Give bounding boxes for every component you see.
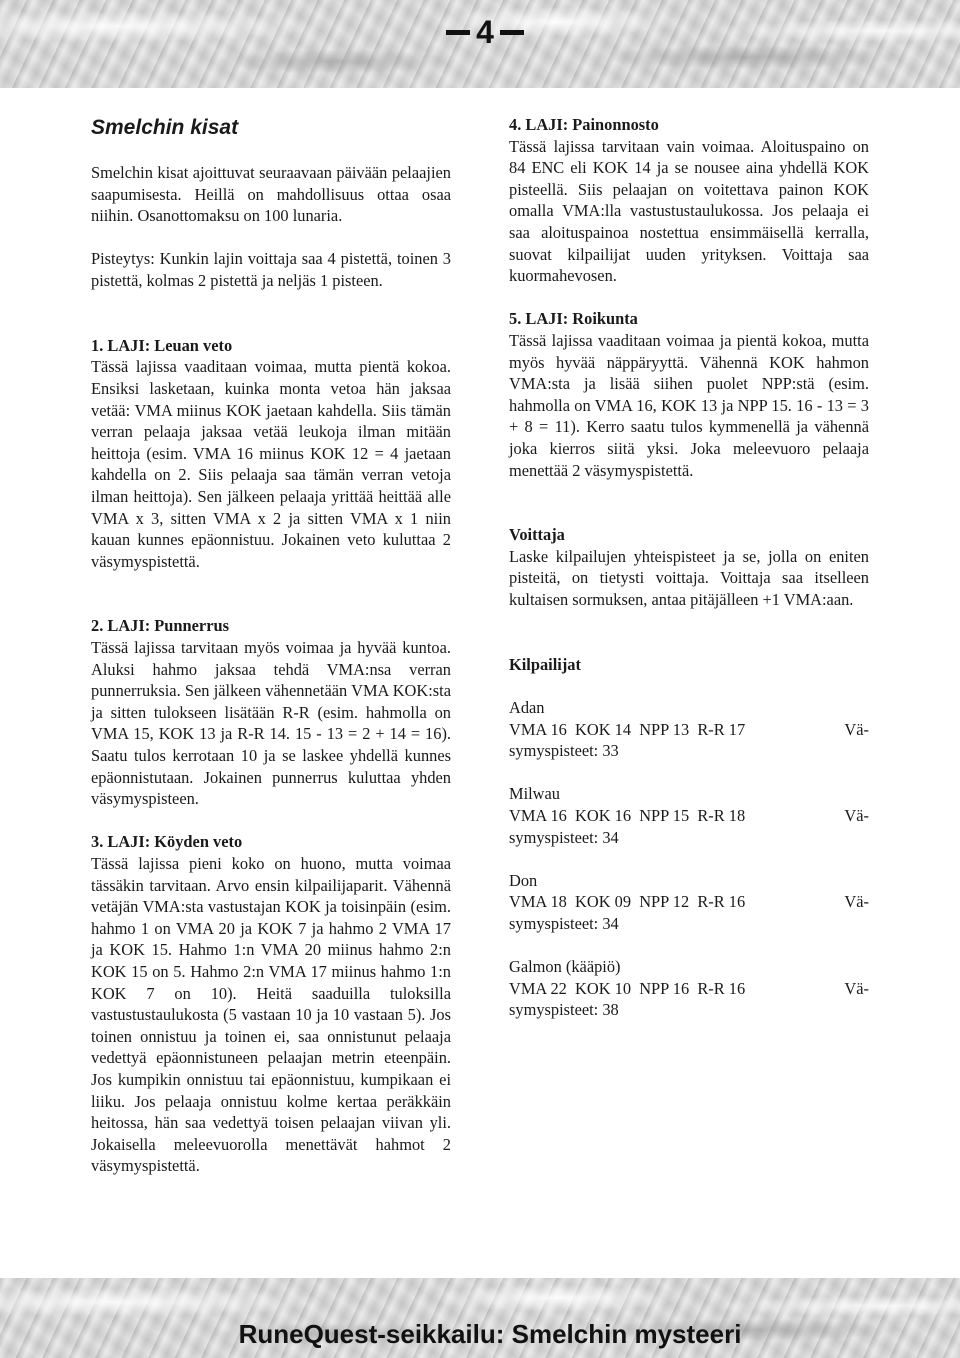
competitor-stats: VMA 16 KOK 14 NPP 13 R-R 17 [509, 719, 746, 739]
event-5 [509, 308, 869, 481]
competitor-stats: VMA 22 KOK 10 NPP 16 R-R 16 [509, 978, 746, 998]
competitor-name: Galmon (kääpiö) [509, 957, 621, 977]
competitor-fatigue: symyspisteet: 33 [509, 741, 619, 761]
event-1 [91, 335, 451, 573]
spacer [509, 503, 869, 525]
dash-right [500, 30, 524, 35]
spacer [509, 632, 869, 654]
event-3-text: Tässä lajissa pieni koko on huono, mutta voimaa tässäkin tarvitaan. Arvo ensin kilpailijaparit. Vähennä vetäjän VMA:sta vastustajan KOK ja toisinpäin (esim. hahmo 1 on VMA 20 ja KOK 7 ja hahmo 2 VMA 17 ja KOK 15. Hahmo 1:n VMA 20 miinus hahmo 2:n KOK 15 on 5. Hahmo 2:n VMA 17 miinus hahmo 1:n KOK 7 on 10). Heitä saaduilla tuloksilla vastustustaulukosta (5 vastaan 10 ja 10 vastaan 5). Jos toinen onnistuu ja toinen ei, saa onnistunut pelaaja vedettyä epäonnistuneen pelaajan metrin eteenpäin. Jos kumpikin onnistuu tai epäonnistuu, kumpikaan ei liiku. Jos pelaaja onnistuu kolme kertaa peräkkäin heitossa, hän saa vedettyä toisen pelaajan viivan yli. Jokaisella meleevuorolla menettävät hahmot 2 väsymyspistettä. [91, 854, 451, 1176]
left-column [91, 112, 451, 1177]
competitor-fatigue-prefix: Vä- [844, 719, 869, 739]
event-4-heading: 4. LAJI: Painonnosto [509, 115, 659, 134]
scoring-paragraph: Pisteytys: Kunkin lajin voittaja saa 4 pistettä, toinen 3 pistettä, kolmas 2 pistettä ja neljäs 1 pisteen. [91, 249, 451, 290]
intro-paragraph: Smelchin kisat ajoittuvat seuraavaan päivään pelaajien saapumisesta. Heillä on mahdollisuus ottaa osaa niihin. Osanottomaksu on 100 lunaria. [91, 163, 451, 226]
competitor-fatigue-prefix: Vä- [844, 892, 869, 912]
competitor-fatigue-prefix: Vä- [844, 806, 869, 825]
article-title: Smelchin kisat [91, 116, 239, 139]
competitor-fatigue: symyspisteet: 38 [509, 1000, 619, 1020]
competitor-entry [509, 870, 869, 935]
competitor-fatigue-prefix: Vä- [844, 978, 869, 998]
competitor-name: Adan [509, 698, 545, 718]
event-3 [91, 831, 451, 1177]
competitor-entry [509, 697, 869, 762]
event-4 [509, 114, 869, 287]
competitor-name: Don [509, 870, 538, 890]
event-5-text: Tässä lajissa vaaditaan voimaa ja pientä kokoa, mutta myös hyvää näppäryyttä. Vähennä KOK hahmon VMA:sta ja lisää siihen puolet NPP:stä (esim. hahmolla on VMA 16, KOK 13 ja NPP 15. 16 - 13 = 3 + 8 = 11). Kerro saatu tulos kymmenellä ja vähennä joka kierros siitä yksi. Joka meleevuoro pelaaja menettää 2 väsymyspistettä. [509, 330, 869, 480]
competitors-heading: Kilpailijat [509, 654, 581, 674]
competitor-fatigue: symyspisteet: 34 [509, 827, 619, 847]
spacer [91, 313, 451, 335]
event-1-text: Tässä lajissa vaaditaan voimaa, mutta pientä kokoa. Ensiksi lasketaan, kuinka monta vetoa hän jaksaa vetää: VMA miinus KOK jaetaan kahdella. Siis tämän verran pelaaja jaksaa vetää leukoja ilman mitään heittoja (esim. VMA 16 miinus KOK 12 = 4 jaetaan kahdella on 2. Siis pelaaja saa tämän verran vetoja ilman heittoja). Sen jälkeen pelaaja yrittää heittää alle VMA x 3, sitten VMA x 2 ja sitten VMA x 1 niin kauan kunnes epäonnistuu. Jokainen veto kuluttaa 2 väsymyspistettä. [91, 357, 451, 571]
event-3-heading: 3. LAJI: Köyden veto [91, 832, 243, 852]
event-4-text: Tässä lajissa tarvitaan vain voimaa. Aloituspaino on 84 ENC eli KOK 14 ja se nousee aina yhdellä KOK pisteellä. Siis pelaajan on voitettava painon KOK omalla VMA:lla vastustustaulukossa. Jos pelaaja ei saa aloituspainoa nostettua ensimmäisellä kerralla, suovat kilpailijat uuden yrityksen. Voittaja saa kuormahevosen. [509, 136, 869, 286]
competitor-entry [509, 783, 869, 848]
dash-left [446, 30, 470, 35]
footer-title: RuneQuest-seikkailu: Smelchin mysteeri [238, 1319, 742, 1349]
winner-section [509, 524, 869, 610]
right-column [509, 114, 869, 1043]
winner-text: Laske kilpailujen yhteispisteet ja se, jolla on eniten pisteitä, on tietysti voittaja. Voittaja saa itselleen kultaisen sormuksen, antaa pitäjälleen +1 VMA:aan. [509, 546, 869, 610]
winner-heading: Voittaja [509, 525, 565, 545]
competitor-name: Milwau [509, 784, 560, 804]
event-1-heading: 1. LAJI: Leuan veto [91, 335, 233, 355]
event-2-text: Tässä lajissa tarvitaan myös voimaa ja hyvää kuntoa. Aluksi hahmo jaksaa tehdä VMA:nsa verran punnerruksia. Sen jälkeen vähennetään VMA KOK:sta ja sitten tulokseen lisätään R-R (esim. hahmolla on VMA 15, KOK 13 ja R-R 14. 15 - 13 = 2 + 14 = 16). Saatu tulos kerrotaan 10 ja se laskee yhdellä kunnes epäonnistutaan. Jokainen punnerrus kuluttaa yhden väsymyspisteen. [91, 638, 451, 809]
spacer [91, 594, 451, 616]
page-number-value: 4 [476, 13, 494, 50]
event-2 [91, 615, 451, 809]
event-5-heading: 5. LAJI: Roikunta [509, 309, 638, 329]
competitor-stats: VMA 16 KOK 16 NPP 15 R-R 18 [509, 806, 746, 825]
competitor-entry [509, 956, 869, 1021]
page-number [440, 12, 530, 52]
competitor-stats: VMA 18 KOK 09 NPP 12 R-R 16 [509, 892, 746, 912]
event-2-heading: 2. LAJI: Punnerrus [91, 616, 229, 636]
competitor-fatigue: symyspisteet: 34 [509, 913, 619, 933]
